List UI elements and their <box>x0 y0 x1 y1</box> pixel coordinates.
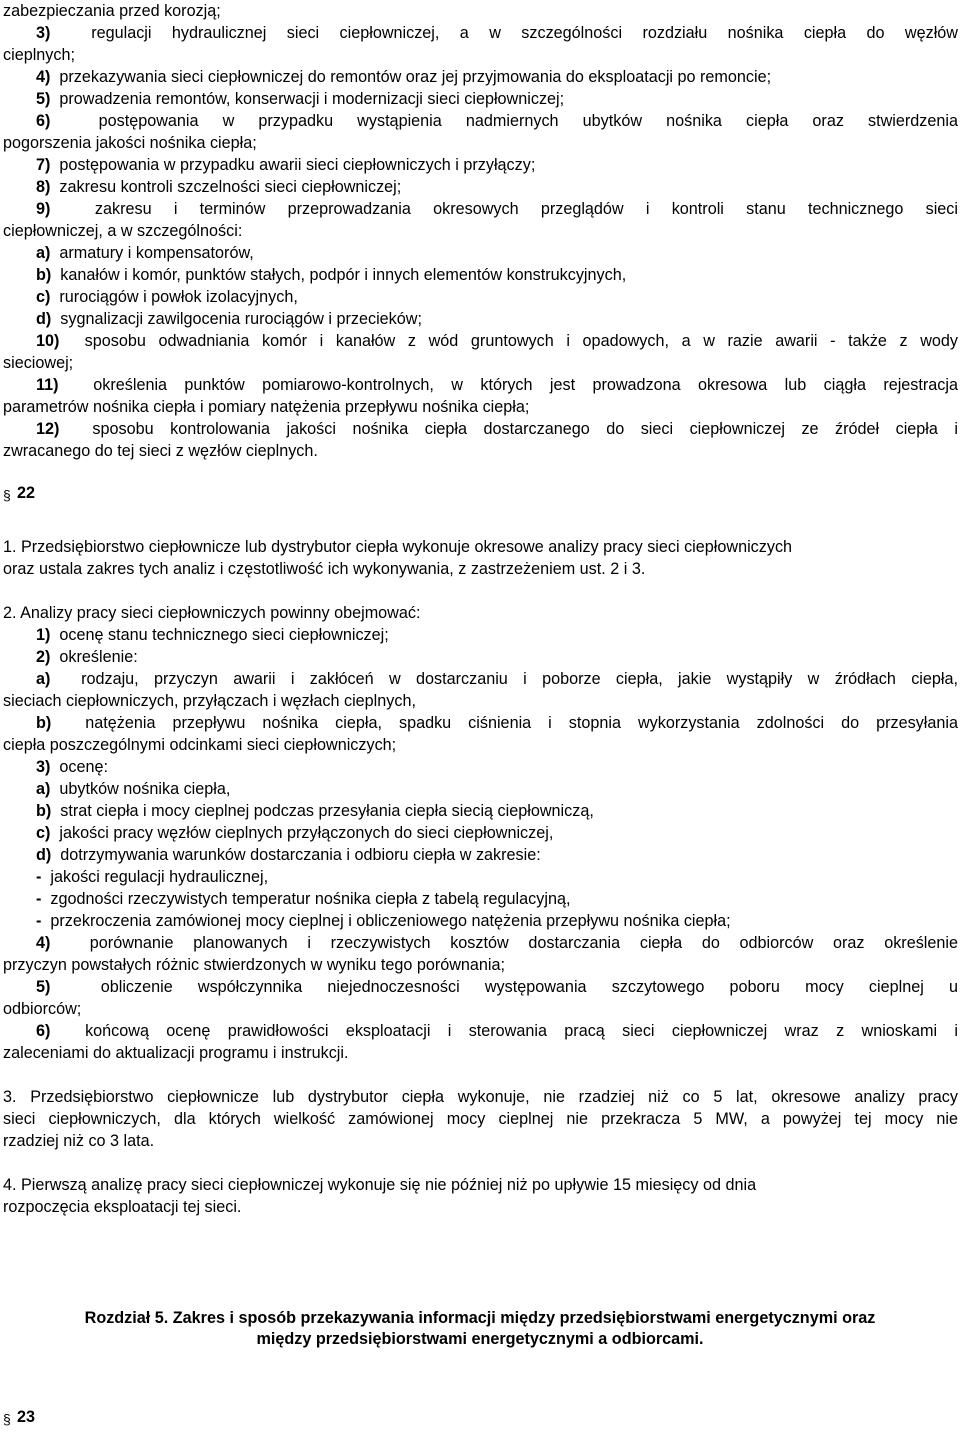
line-text: porównanie planowanych i rzeczywistych kosztów dostarczania ciepła do odbiorców oraz określenie <box>89 934 958 952</box>
paragraph-23-heading <box>3 1408 63 1430</box>
text-line <box>3 668 958 690</box>
item-number: a) <box>36 780 51 798</box>
line-text: sygnalizacji zawilgocenia rurociągów i przecieków; <box>60 310 422 328</box>
text-line <box>3 712 958 734</box>
item-number: - <box>36 890 42 908</box>
paragraph-sign: § <box>3 487 11 503</box>
line-text: sieciowej; <box>3 354 74 372</box>
line-text: sieci ciepłowniczych, dla których wielkość zamówionej mocy cieplnej nie przekracza 5 MW, a powyżej tej mocy nie <box>3 1110 958 1128</box>
item-number: 3) <box>36 758 51 776</box>
item-number: 7) <box>36 156 51 174</box>
line-text: postępowania w przypadku awarii sieci ciepłowniczych i przyłączy; <box>59 156 536 174</box>
text-line <box>3 220 958 242</box>
item-number: d) <box>36 846 52 864</box>
item-number: 6) <box>36 1022 51 1040</box>
text-line <box>3 352 958 374</box>
text-line <box>3 1042 958 1064</box>
text-line <box>3 44 958 66</box>
line-text: ciepła poszczególnymi odcinkami sieci ciepłowniczych; <box>3 736 397 754</box>
line-text: przyczyn powstałych różnic stwierdzonych w wyniku tego porównania; <box>3 956 506 974</box>
item-number: 11) <box>36 376 59 394</box>
item-number: - <box>36 912 42 930</box>
text-line <box>3 844 958 866</box>
line-text: zakresu i terminów przeprowadzania okresowych przeglądów i kontroli stanu technicznego sieci <box>94 200 958 218</box>
text-line <box>3 690 958 712</box>
line-text: zaleceniami do aktualizacji programu i instrukcji. <box>3 1044 349 1062</box>
item-number: 9) <box>36 200 51 218</box>
item-number: 10) <box>36 332 60 350</box>
item-number: b) <box>36 802 52 820</box>
line-text: prowadzenia remontów, konserwacji i modernizacji sieci ciepłowniczej; <box>59 90 565 108</box>
text-line <box>3 1020 958 1042</box>
line-text: dotrzymywania warunków dostarczania i odbioru ciepła w zakresie: <box>60 846 541 864</box>
paragraph-number: 23 <box>17 1408 36 1426</box>
line-text: 2. Analizy pracy sieci ciepłowniczych powinny obejmować: <box>3 604 421 622</box>
line-text: cieplnych; <box>3 46 75 64</box>
text-line <box>3 264 958 286</box>
line-text: oraz ustala zakres tych analiz i częstotliwość ich wykonywania, z zastrzeżeniem ust. 2 i 3. <box>3 560 646 578</box>
item-number: a) <box>36 244 51 262</box>
text-line <box>3 1086 958 1108</box>
line-text: zgodności rzeczywistych temperatur nośnika ciepła z tabelą regulacyjną, <box>50 890 571 908</box>
line-text: rodzaju, przyczyn awarii i zakłóceń w dostarczaniu i poborze ciepła, jakie wystąpiły w źródłach ciepła, <box>81 670 959 688</box>
line-text: sposobu odwadniania komór i kanałów z wód gruntowych i opadowych, a w razie awarii - także z wody <box>84 332 958 350</box>
item-number: 5) <box>36 90 51 108</box>
item-number: b) <box>36 266 52 284</box>
text-line <box>3 418 958 440</box>
text-line <box>3 800 958 822</box>
line-text: odbiorców; <box>3 1000 82 1018</box>
text-line <box>3 132 958 154</box>
line-text: jakości pracy węzłów cieplnych przyłączonych do sieci ciepłowniczej, <box>59 824 554 842</box>
text-line <box>3 558 958 580</box>
paragraph-number: 22 <box>17 484 36 502</box>
text-line <box>3 602 958 624</box>
text-line <box>3 998 958 1020</box>
line-text: przekroczenia zamówionej mocy cieplnej i obliczeniowego natężenia przepływu nośnika ciepła; <box>50 912 731 930</box>
text-line <box>3 976 958 998</box>
line-text: 1. Przedsiębiorstwo ciepłownicze lub dystrybutor ciepła wykonuje okresowe analizy pracy sieci ciepłowniczych <box>3 538 793 556</box>
text-line <box>3 88 958 110</box>
item-number: c) <box>36 288 51 306</box>
item-number: 6) <box>36 112 51 130</box>
line-text: ocenę stanu technicznego sieci ciepłowniczej; <box>59 626 389 644</box>
item-number: a) <box>36 670 51 688</box>
text-line <box>3 734 958 756</box>
line-text: rozpoczęcia eksploatacji tej sieci. <box>3 1198 242 1216</box>
item-number: - <box>36 868 42 886</box>
text-line <box>3 910 958 932</box>
item-number: 12) <box>36 420 60 438</box>
line-text: regulacji hydraulicznej sieci ciepłowniczej, a w szczególności rozdziału nośnika ciepła do węzłów <box>91 24 958 42</box>
item-number: 5) <box>36 978 51 996</box>
text-line <box>3 624 958 646</box>
text-line <box>3 778 958 800</box>
text-line <box>3 396 958 418</box>
line-text: rzadziej niż co 3 lata. <box>3 1132 155 1150</box>
text-line <box>3 198 958 220</box>
text-line <box>3 22 958 44</box>
text-line <box>3 866 958 888</box>
line-text: zakresu kontroli szczelności sieci ciepłowniczej; <box>59 178 402 196</box>
line-text: 4. Pierwszą analizę pracy sieci ciepłowniczej wykonuje się nie później niż po upływie 15 miesięcy od dnia <box>3 1176 757 1194</box>
item-number: d) <box>36 310 52 328</box>
section-a-list <box>3 0 958 462</box>
line-text: kanałów i komór, punktów stałych, podpór i innych elementów konstrukcyjnych, <box>60 266 627 284</box>
line-text: jakości regulacji hydraulicznej, <box>50 868 269 886</box>
item-number: 3) <box>36 24 51 42</box>
text-line <box>3 330 958 352</box>
text-line <box>3 242 958 264</box>
line-text: ubytków nośnika ciepła, <box>59 780 231 798</box>
paragraph-sign: § <box>3 1411 11 1427</box>
item-number: c) <box>36 824 51 842</box>
item-number: 1) <box>36 626 51 644</box>
line-text: zwracanego do tej sieci z węzłów cieplnych. <box>3 442 318 460</box>
section-b-list <box>3 536 958 1218</box>
text-line <box>3 536 958 558</box>
item-number: 8) <box>36 178 51 196</box>
text-line <box>3 110 958 132</box>
text-line <box>3 308 958 330</box>
text-line <box>3 756 958 778</box>
line-text: sposobu kontrolowania jakości nośnika ciepła dostarczanego do sieci ciepłowniczej ze źródeł ciepła i <box>92 420 959 438</box>
item-number: 2) <box>36 648 51 666</box>
line-text: natężenia przepływu nośnika ciepła, spadku ciśnienia i stopnia wykorzystania zdolności do przesyłania <box>85 714 959 732</box>
chapter-heading-line-1: Rozdział 5. Zakres i sposób przekazywania informacji między przedsiębiorstwami energetycznymi oraz <box>84 1309 876 1327</box>
line-text: armatury i kompensatorów, <box>59 244 254 262</box>
text-line <box>3 66 958 88</box>
text-line <box>3 954 958 976</box>
text-line <box>3 374 958 396</box>
text-line <box>3 286 958 308</box>
chapter-heading <box>0 1308 960 1350</box>
text-line <box>3 822 958 844</box>
item-number: b) <box>36 714 52 732</box>
line-text: ciepłowniczej, a w szczególności: <box>3 222 243 240</box>
line-text: 3. Przedsiębiorstwo ciepłownicze lub dystrybutor ciepła wykonuje, nie rzadziej niż co 5 lat, okresowe analizy pracy <box>3 1088 958 1106</box>
text-line <box>3 440 958 462</box>
line-text: pogorszenia jakości nośnika ciepła; <box>3 134 257 152</box>
line-text: rurociągów i powłok izolacyjnych, <box>59 288 298 306</box>
line-text: sieciach ciepłowniczych, przyłączach i węzłach cieplnych, <box>3 692 416 710</box>
text-line <box>3 1108 958 1130</box>
line-text: zabezpieczania przed korozją; <box>3 2 221 20</box>
text-line <box>3 888 958 910</box>
text-line <box>3 1174 958 1196</box>
text-line <box>3 646 958 668</box>
line-text: postępowania w przypadku wystąpienia nadmiernych ubytków nośnika ciepła oraz stwierdzenia <box>98 112 958 130</box>
line-text: ocenę: <box>59 758 109 776</box>
text-line <box>3 176 958 198</box>
line-text: przekazywania sieci ciepłowniczej do remontów oraz jej przyjmowania do eksploatacji po remoncie; <box>59 68 772 86</box>
text-line <box>3 1130 958 1152</box>
chapter-heading-line-2: między przedsiębiorstwami energetycznymi a odbiorcami. <box>256 1330 704 1348</box>
text-line <box>3 0 958 22</box>
item-number: 4) <box>36 934 51 952</box>
line-text: obliczenie współczynnika niejednoczesności występowania szczytowego poboru mocy cieplnej u <box>100 978 958 996</box>
line-text: końcową ocenę prawidłowości eksploatacji i sterowania pracą sieci ciepłowniczej wraz z wnioskami i <box>85 1022 958 1040</box>
paragraph-22-heading <box>3 484 63 506</box>
text-line <box>3 932 958 954</box>
line-text: parametrów nośnika ciepła i pomiary natężenia przepływu nośnika ciepła; <box>3 398 530 416</box>
text-line <box>3 1196 958 1218</box>
line-text: określenie: <box>59 648 138 666</box>
line-text: strat ciepła i mocy cieplnej podczas przesyłania ciepła siecią ciepłowniczą, <box>60 802 594 820</box>
item-number: 4) <box>36 68 51 86</box>
text-line <box>3 154 958 176</box>
line-text: określenia punktów pomiarowo-kontrolnych, w których jest prowadzona okresowa lub ciągła rejestracja <box>93 376 958 394</box>
